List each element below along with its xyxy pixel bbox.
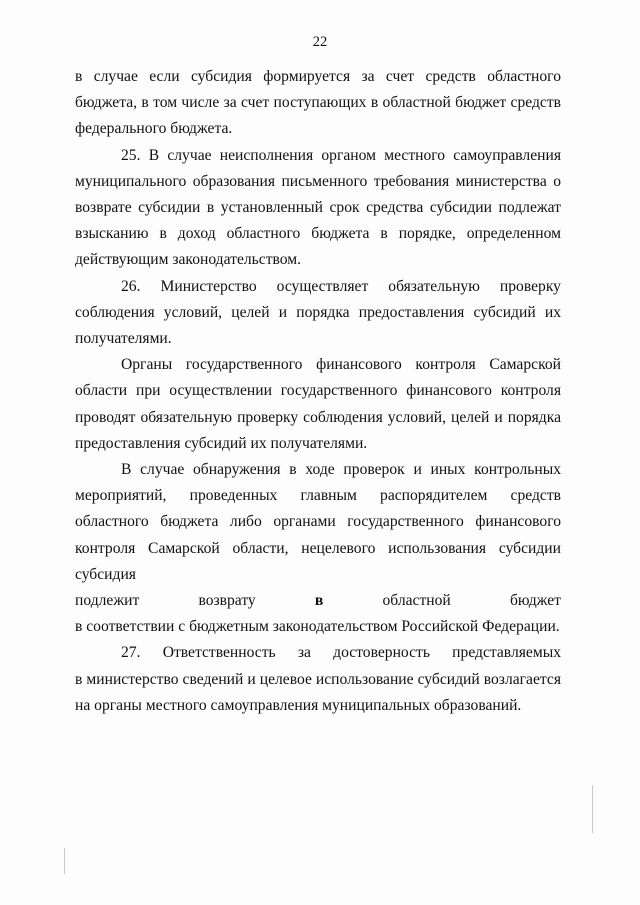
paragraph-26-misuse (75, 457, 561, 640)
paragraph-26-misuse-line6: в соответствии с бюджетным законодательством Российской Федерации. (75, 618, 560, 636)
word: в (314, 592, 324, 610)
paragraph-26-rest: соблюдения условий, целей и порядка предоставления субсидий их получателями. (75, 303, 561, 348)
paragraph-27-rest: в министерство сведений и целевое использование субсидий возлагается на органы местного самоуправления муниципальных образований. (75, 670, 561, 714)
paragraph-27-first-line (75, 640, 561, 666)
scan-artifact-line (64, 848, 65, 874)
paragraph-26-first-line (75, 274, 561, 300)
word: осуществляет (276, 277, 369, 295)
clause-number-27: 27. (121, 644, 141, 662)
paragraph-27 (75, 640, 561, 719)
document-body (75, 64, 561, 719)
paragraph-26-misuse-line5 (75, 588, 561, 614)
word: достоверность (333, 644, 430, 662)
paragraph-26-misuse-lines: В случае обнаружения в ходе проверок и иных контрольных мероприятий, проведенных главным распорядителем средств областного бюджета либо органами государственного финансового контроля Самарской области, нецелевого использования субсидии субсидия (75, 461, 561, 583)
word: обязательную (388, 277, 480, 295)
word: проверку (499, 277, 561, 295)
paragraph-continuation: в случае если субсидия формируется за счет средств областного бюджета, в том числе за счет поступающих в областной бюджет средств федерального бюджета. (75, 68, 561, 138)
word: областной (382, 592, 451, 610)
word: Министерство (160, 277, 257, 295)
word: Ответственность (162, 644, 276, 662)
word: представляемых (452, 644, 561, 662)
paragraph-26 (75, 274, 561, 353)
paragraph-25: 25. В случае неисполнения органом местного самоуправления муниципального образования письменного требования министерства о возврате субсидии в установленный срок средства субсидии подлежат взысканию в доход областного бюджета в порядке, определенном действующим законодательством. (75, 146, 561, 269)
page-number: 22 (312, 34, 328, 50)
scan-artifact-line (592, 785, 593, 833)
word: подлежит (75, 592, 140, 610)
clause-number-26: 26. (121, 277, 141, 295)
word: бюджет (509, 592, 561, 610)
word: за (297, 644, 311, 662)
word: возврату (198, 592, 256, 610)
paragraph-26-financial-control: Органы государственного финансового контроля Самарской области при осуществлении государственного финансового контроля проводят обязательную проверку соблюдения условий, целей и порядка предоставления субсидий их получателями. (75, 356, 561, 452)
